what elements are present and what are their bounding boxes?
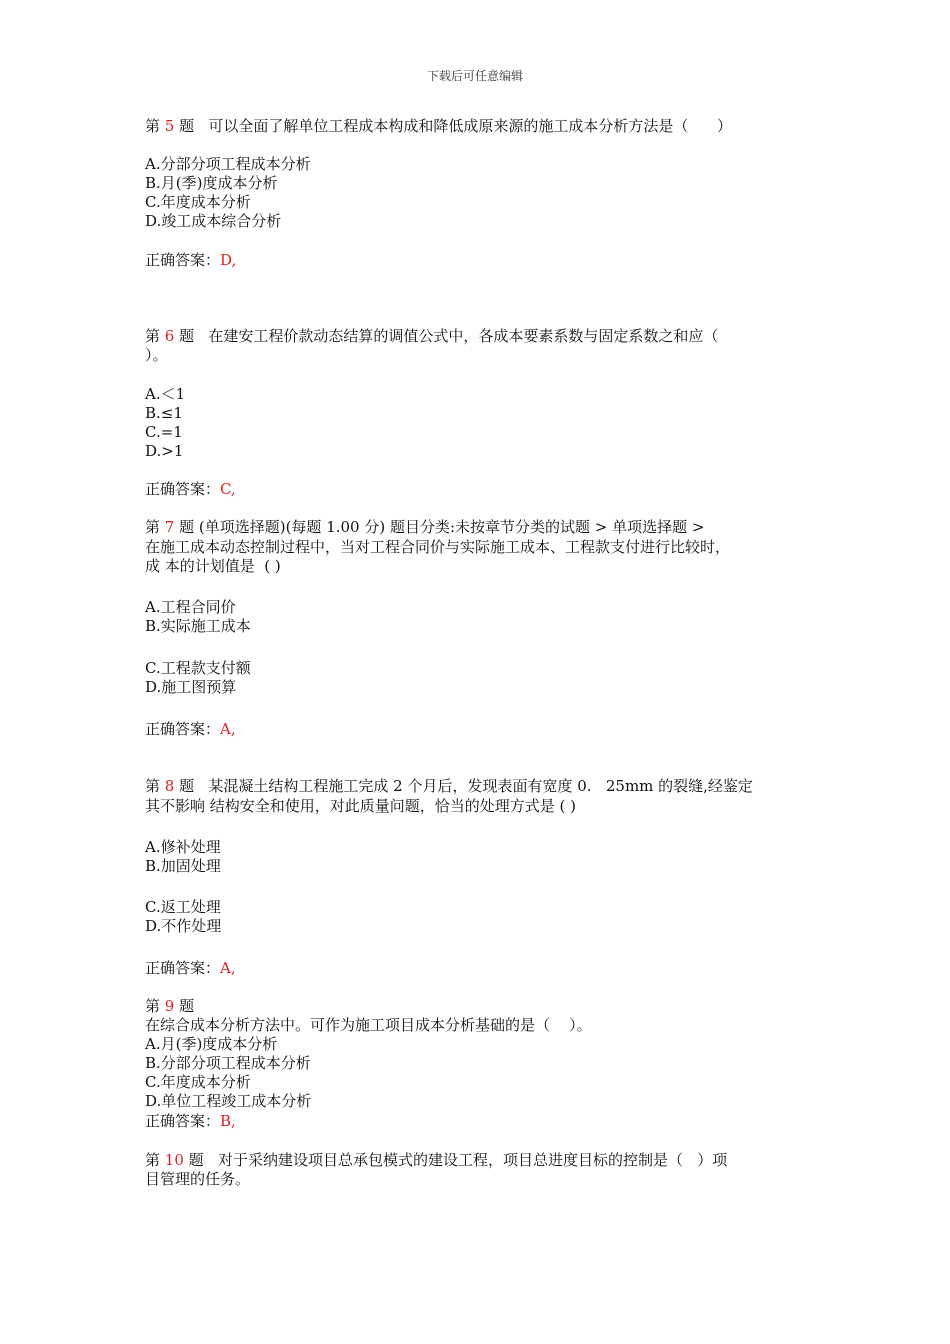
question-number: 9 (164, 997, 175, 1015)
question-number: 7 (164, 518, 175, 536)
question-6-option-a: A.＜1 (145, 385, 186, 403)
question-6-title-cont: ）。 (145, 346, 168, 364)
question-8-title-cont: 其不影响 结构安全和使用，对此质量问题，恰当的处理方式是 ( ) (145, 797, 577, 815)
answer-value: A, (220, 959, 236, 977)
question-8-option-d: D.不作处理 (145, 917, 222, 935)
question-text: 题 (单项选择题)(每题 1.00 分) 题目分类:未按章节分类的试题 > 单项选择题 > (174, 518, 705, 536)
answer-value: D, (220, 251, 237, 269)
question-8-title (145, 777, 753, 796)
answer-value: A, (220, 720, 236, 738)
question-8-option-b: B.加固处理 (145, 857, 221, 875)
question-prefix: 第 (145, 1151, 165, 1169)
question-7-title-cont: 在施工成本动态控制过程中，当对工程合同价与实际施工成本、工程款支付进行比较时， (145, 538, 731, 556)
question-9-option-c: C.年度成本分析 (145, 1073, 251, 1091)
question-6-option-b: B.≤1 (145, 404, 183, 422)
question-5-option-c: C.年度成本分析 (145, 193, 251, 211)
question-6-answer (145, 480, 236, 499)
question-7-answer (145, 720, 236, 739)
question-number: 5 (164, 117, 175, 135)
question-prefix: 第 (145, 327, 165, 345)
question-8-option-c: C.返工处理 (145, 898, 221, 916)
page-header: 下载后可任意编辑 (426, 69, 523, 83)
question-number: 6 (164, 327, 175, 345)
question-prefix: 第 (145, 117, 165, 135)
answer-label: 正确答案： (145, 720, 221, 738)
question-8-option-a: A.修补处理 (145, 838, 221, 856)
question-prefix: 第 (145, 518, 165, 536)
question-6-option-c: C.=1 (145, 423, 183, 441)
answer-value: B, (220, 1112, 236, 1130)
question-9-option-a: A.月(季)度成本分析 (145, 1035, 278, 1053)
question-text: 题 某混凝土结构工程施工完成 2 个月后，发现表面有宽度 0. 25mm 的裂缝,经鉴定 (174, 777, 753, 795)
question-10-title (145, 1151, 727, 1170)
question-9-option-d: D.单位工程竣工成本分析 (145, 1092, 312, 1110)
question-5-answer (145, 251, 236, 270)
answer-label: 正确答案： (145, 1112, 221, 1130)
question-10-title-cont: 目管理的任务。 (145, 1170, 251, 1188)
question-7-title-cont-2: 成 本的计划值是 ( ) (145, 557, 281, 575)
question-text: 题 对于采纳建设项目总承包模式的建设工程，项目总进度目标的控制是（ ）项 (183, 1151, 728, 1169)
question-9-title (145, 997, 194, 1016)
question-5-title (145, 117, 732, 136)
question-number: 8 (164, 777, 175, 795)
question-9-answer (145, 1112, 236, 1131)
question-5-option-b: B.月(季)度成本分析 (145, 174, 278, 192)
question-9-stem: 在综合成本分析方法中。可作为施工项目成本分析基础的是（ ）。 (145, 1016, 592, 1034)
question-text: 题 (174, 997, 195, 1015)
answer-label: 正确答案： (145, 959, 221, 977)
question-7-option-b: B.实际施工成本 (145, 617, 251, 635)
question-5-option-a: A.分部分项工程成本分析 (145, 155, 311, 173)
question-7-option-c: C.工程款支付额 (145, 659, 251, 677)
question-6-option-d: D.>1 (145, 442, 184, 460)
question-number: 10 (164, 1151, 184, 1169)
question-7-option-a: A.工程合同价 (145, 598, 236, 616)
question-text: 题 在建安工程价款动态结算的调值公式中，各成本要素系数与固定系数之和应（ (174, 327, 719, 345)
question-9-option-b: B.分部分项工程成本分析 (145, 1054, 311, 1072)
answer-value: C, (220, 480, 236, 498)
question-prefix: 第 (145, 777, 165, 795)
question-8-answer (145, 959, 236, 978)
answer-label: 正确答案： (145, 251, 221, 269)
question-7-option-d: D.施工图预算 (145, 678, 237, 696)
question-6-title (145, 327, 718, 346)
question-5-option-d: D.竣工成本综合分析 (145, 212, 282, 230)
answer-label: 正确答案： (145, 480, 221, 498)
question-prefix: 第 (145, 997, 165, 1015)
question-text: 题 可以全面了解单位工程成本构成和降低成原来源的施工成本分析方法是（ ） (174, 117, 733, 135)
question-7-title (145, 518, 704, 537)
